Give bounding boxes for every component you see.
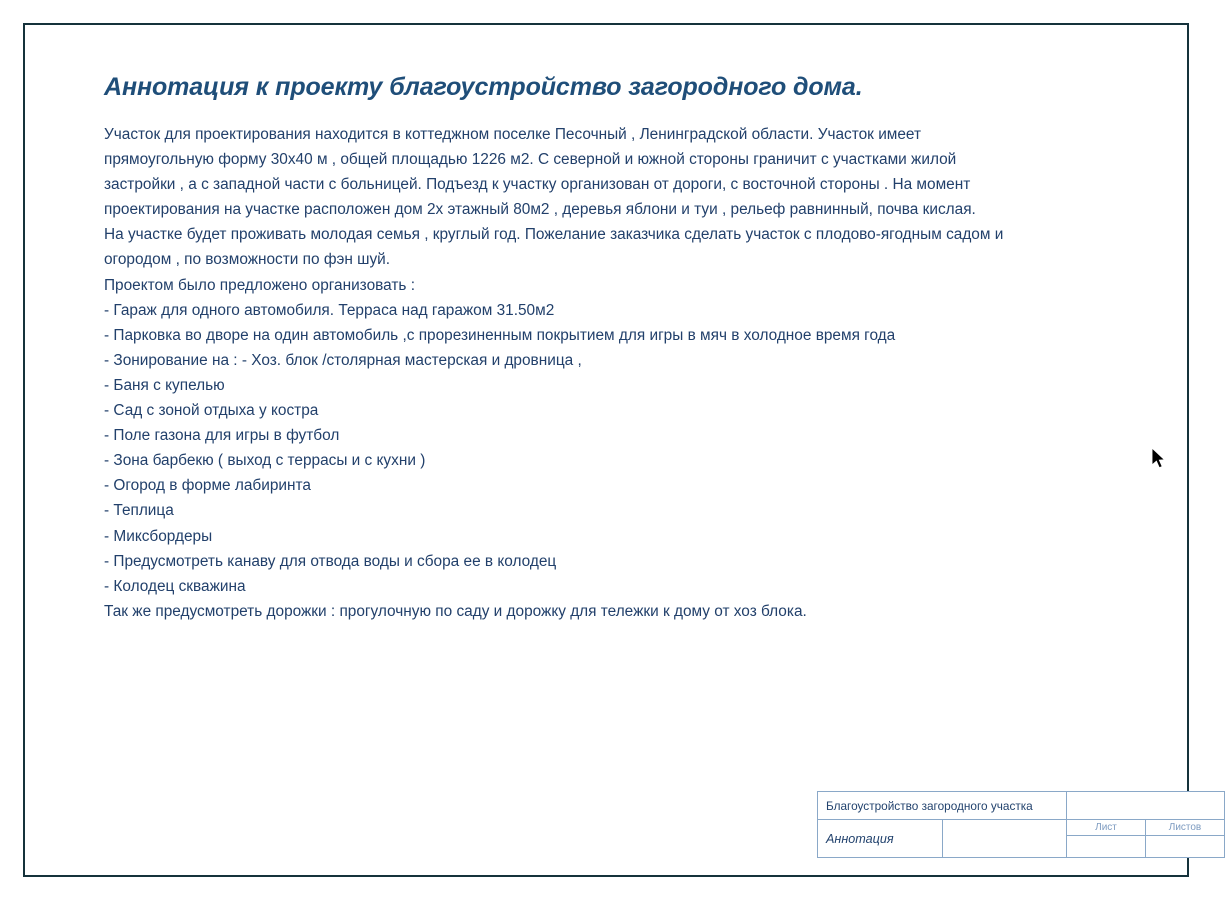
title-block-sheet-header: Лист <box>1067 820 1146 836</box>
list-item: - Зонирование на : - Хоз. блок /столярная мастерская и дровница , <box>104 351 582 369</box>
list-item: - Зона барбекю ( выход с террасы и с кухни ) <box>104 452 426 470</box>
list-item: - Огород в форме лабиринта <box>104 477 311 495</box>
title-block-stage-name: Аннотация <box>818 820 943 858</box>
paragraph-line: Участок для проектирования находится в коттеджном поселке Песочный , Ленинградской области. Участок имеет <box>104 126 922 143</box>
intro-paragraph <box>104 122 1134 273</box>
list-item: - Теплица <box>104 502 174 520</box>
title-block-sheets-value <box>1146 836 1225 858</box>
paragraph-line: огородом , по возможности по фэн шуй. <box>104 251 391 269</box>
paragraph-line: застройки , а с западной части с больницей. Подъезд к участку организован от дороги, с восточной стороны . На момент <box>104 176 971 194</box>
title-block-row-stage <box>818 820 1225 836</box>
closing-line: Так же предусмотреть дорожки : прогулочную по саду и дорожку для тележки к дому от хоз блока. <box>104 602 807 620</box>
paragraph-line: проектирования на участке расположен дом 2х этажный 80м2 , деревья яблони и туи , рельеф равнинный, почва кислая. <box>104 201 976 219</box>
title-block-table <box>817 791 1225 858</box>
paragraph-line: прямоугольную форму 30х40 м , общей площадью 1226 м2. С северной и южной стороны граничит с участками жилой <box>104 151 957 169</box>
list-item: - Колодец скважина <box>104 577 246 595</box>
title-block-project-extra <box>1067 792 1225 820</box>
list-item: - Баня с купелью <box>104 376 225 394</box>
document-sheet <box>23 23 1202 877</box>
list-item: - Поле газона для игры в футбол <box>104 427 340 445</box>
list-item: - Парковка во дворе на один автомобиль ,с прорезиненным покрытием для игры в мяч в холодное время года <box>104 326 896 344</box>
annotation-body <box>104 122 1134 624</box>
title-block-sheet-value <box>1067 836 1146 858</box>
paragraph-line: На участке будет проживать молодая семья , круглый год. Пожелание заказчика сделать участок с плодово-ягодным садом и <box>104 226 1004 244</box>
list-item: - Предусмотреть канаву для отвода воды и сбора ее в колодец <box>104 552 557 570</box>
page-title: Аннотация к проекту благоустройство загородного дома. <box>104 73 863 101</box>
list-intro: Проектом было предложено организовать : <box>104 276 415 294</box>
list-item: - Гараж для одного автомобиля. Терраса над гаражом 31.50м2 <box>104 301 555 319</box>
title-block-project-name: Благоустройство загородного участка <box>818 792 1067 820</box>
title-block-stage-extra <box>942 820 1067 858</box>
list-item: - Миксбордеры <box>104 527 213 545</box>
title-block-sheets-header: Листов <box>1146 820 1225 836</box>
list-item: - Сад с зоной отдыха у костра <box>104 402 319 420</box>
title-block-row-project <box>818 792 1225 820</box>
